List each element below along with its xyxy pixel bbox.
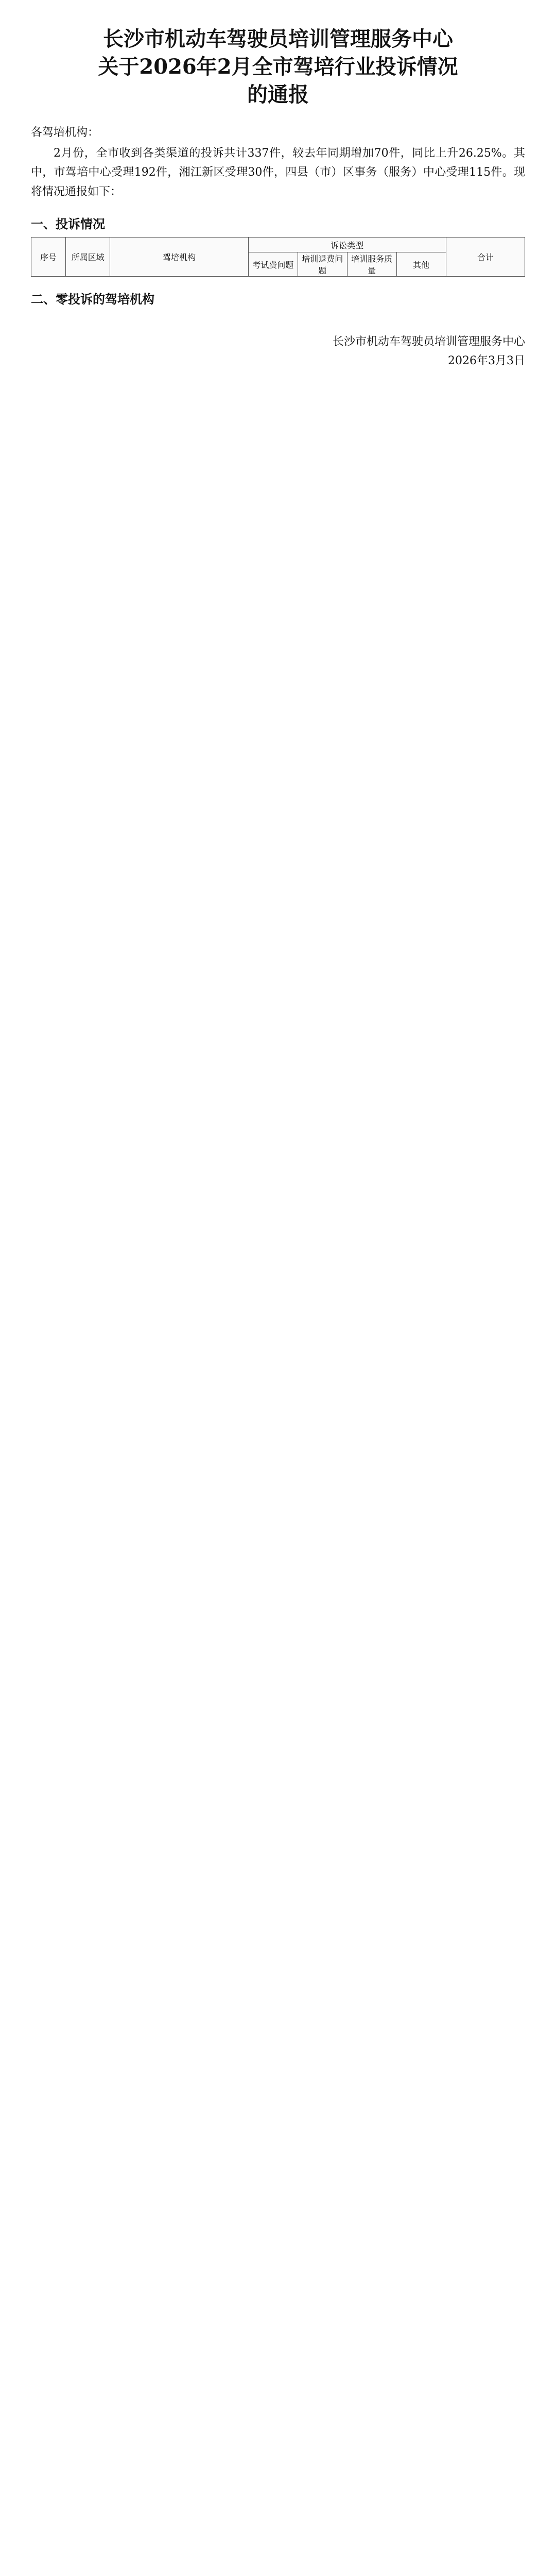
title-line-1: 长沙市机动车驾驶员培训管理服务中心 bbox=[103, 27, 453, 51]
col-header-district: 所属区域 bbox=[66, 238, 110, 277]
signature-block bbox=[31, 333, 525, 368]
title-line-2: 关于2026年2月全市驾培行业投诉情况 bbox=[98, 55, 458, 79]
col-header-school: 驾培机构 bbox=[110, 238, 249, 277]
col-header-exam: 考试费问题 bbox=[248, 252, 298, 277]
complaints-table bbox=[31, 237, 525, 277]
col-header-other: 其他 bbox=[396, 252, 446, 277]
salutation: 各驾培机构： bbox=[31, 126, 99, 139]
intro-paragraph: 2月份，全市收到各类渠道的投诉共计337件，较去年同期增加70件，同比上升26.25%。其中，市驾培中心受理192件，湘江新区受理30件，四县（市）区事务（服务）中心受理115件。现将情况通报如下： bbox=[31, 147, 525, 198]
col-header-no: 序号 bbox=[31, 238, 66, 277]
section-complaints-title: 一、投诉情况 bbox=[31, 217, 105, 232]
section-zero-title: 二、零投诉的驾培机构 bbox=[31, 292, 154, 307]
col-header-training: 培训退费问题 bbox=[298, 252, 347, 277]
notice-title bbox=[31, 26, 525, 108]
notice-page bbox=[0, 0, 556, 412]
signature-date: 2026年3月3日 bbox=[448, 354, 525, 368]
signature-org: 长沙市机动车驾驶员培训管理服务中心 bbox=[332, 335, 525, 349]
col-header-total: 合计 bbox=[446, 238, 525, 277]
col-header-type-group: 诉讼类型 bbox=[248, 238, 446, 252]
title-line-3: 的通报 bbox=[247, 82, 309, 107]
col-header-service: 培训服务质量 bbox=[347, 252, 396, 277]
